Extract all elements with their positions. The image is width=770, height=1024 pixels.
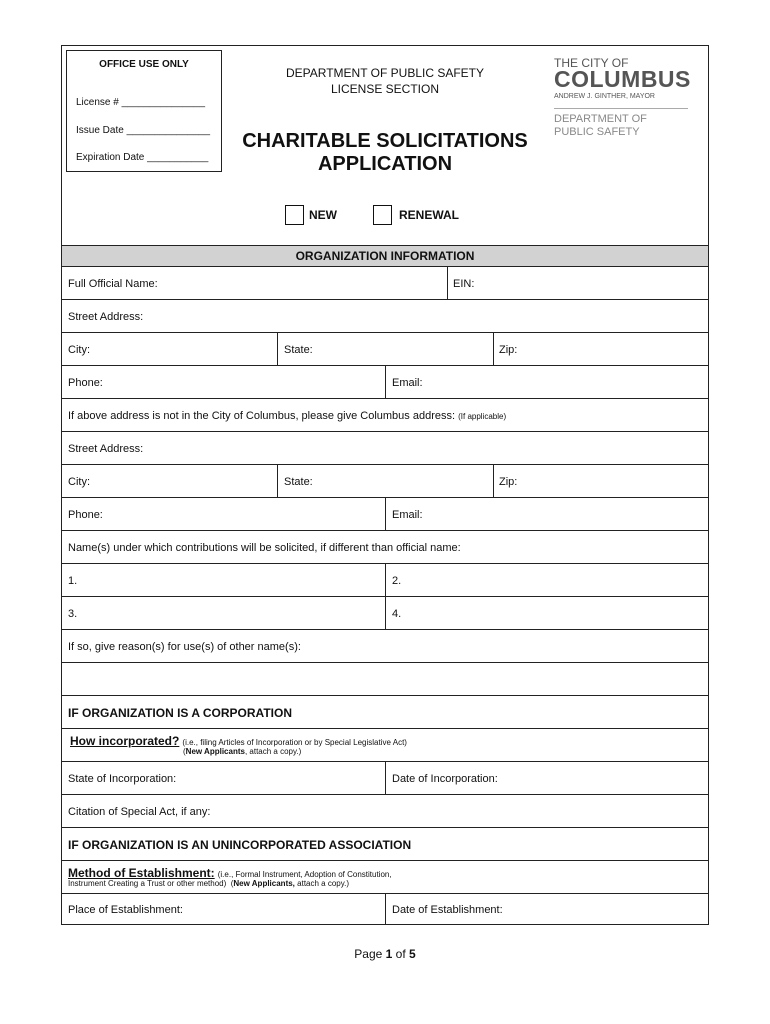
unincorporated-header: IF ORGANIZATION IS AN UNINCORPORATED ASSOCIATION — [68, 838, 412, 852]
method-establishment-note: (i.e., Formal Instrument, Adoption of Constitution, — [217, 870, 392, 879]
rule — [61, 827, 709, 828]
org-info-header: ORGANIZATION INFORMATION — [295, 249, 475, 263]
col-divider — [277, 332, 278, 365]
logo-dept-line-1: DEPARTMENT OF — [554, 113, 647, 125]
rule — [61, 695, 709, 696]
logo-the-city-of: THE CITY OF — [554, 56, 629, 70]
name-3-field[interactable]: 3. — [68, 608, 78, 620]
how-incorporated-note-2: (New Applicants, attach a copy.) — [183, 747, 302, 756]
of-word: of — [395, 947, 406, 961]
rule — [61, 398, 709, 399]
form-title-line-1: CHARITABLE SOLICITATIONS — [242, 130, 528, 152]
col-divider — [493, 332, 494, 365]
page-number: 1 — [385, 947, 393, 961]
columbus-state-field[interactable]: State: — [284, 476, 313, 488]
col-divider — [447, 266, 448, 299]
method-establishment-label: Method of Establishment: — [68, 866, 215, 880]
page-word: Page — [354, 947, 383, 961]
col-divider — [385, 893, 386, 925]
col-divider — [385, 596, 386, 629]
col-divider — [385, 365, 386, 398]
logo-columbus: COLUMBUS — [554, 66, 691, 92]
logo-divider — [554, 108, 688, 109]
zip-field[interactable]: Zip: — [499, 344, 518, 356]
office-use-box — [66, 50, 222, 172]
dept-line-1: DEPARTMENT OF PUBLIC SAFETY — [285, 66, 485, 80]
rule — [61, 299, 709, 300]
page-total: 5 — [409, 947, 416, 961]
rule — [61, 332, 709, 333]
columbus-street-address-field[interactable]: Street Address: — [68, 443, 144, 455]
other-names-reason-field[interactable]: If so, give reason(s) for use(s) of other name(s): — [68, 641, 301, 653]
rule — [61, 530, 709, 531]
col-divider — [385, 497, 386, 530]
email-field[interactable]: Email: — [392, 377, 423, 389]
columbus-city-field[interactable]: City: — [68, 476, 90, 488]
how-incorporated-row — [70, 734, 407, 748]
page-footer — [0, 947, 770, 961]
corporation-header: IF ORGANIZATION IS A CORPORATION — [68, 706, 292, 720]
rule — [61, 629, 709, 630]
full-name-field[interactable]: Full Official Name: — [68, 278, 158, 290]
dept-line-2: LICENSE SECTION — [330, 82, 440, 96]
state-of-incorporation-field[interactable]: State of Incorporation: — [68, 773, 177, 785]
date-of-establishment-field[interactable]: Date of Establishment: — [392, 904, 503, 916]
col-divider — [385, 761, 386, 794]
columbus-phone-field[interactable]: Phone: — [68, 509, 103, 521]
expiration-date-field[interactable]: Expiration Date ___________ — [76, 152, 209, 163]
phone-field[interactable]: Phone: — [68, 377, 103, 389]
names-note: Name(s) under which contributions will be solicited, if different than official name: — [68, 542, 461, 554]
renewal-checkbox[interactable] — [373, 205, 392, 225]
rule — [61, 266, 709, 267]
columbus-zip-field[interactable]: Zip: — [499, 476, 518, 488]
method-note-text: Instrument Creating a Trust or other method) — [68, 879, 227, 888]
columbus-email-field[interactable]: Email: — [392, 509, 423, 521]
rule — [61, 431, 709, 432]
rule — [61, 794, 709, 795]
form-title-line-2: APPLICATION — [317, 153, 453, 175]
col-divider — [493, 464, 494, 497]
columbus-address-note-text: If above address is not in the City of Columbus, please give Columbus address: — [68, 410, 456, 422]
office-use-title: OFFICE USE ONLY — [99, 59, 189, 70]
street-address-field[interactable]: Street Address: — [68, 311, 144, 323]
attach-copy-text: , attach a copy.) — [244, 747, 302, 756]
logo-dept-line-2: PUBLIC SAFETY — [554, 126, 640, 138]
method-establishment-note-2: Instrument Creating a Trust or other method) (New Applicants, attach a copy.) — [68, 879, 350, 888]
col-divider — [385, 563, 386, 596]
issue-date-field[interactable]: Issue Date _______________ — [76, 125, 211, 136]
method-attach-copy-text: attach a copy.) — [297, 879, 350, 888]
columbus-address-note-small: (If applicable) — [458, 412, 507, 421]
how-incorporated-note: (i.e., filing Articles of Incorporation or by Special Legislative Act) — [182, 738, 407, 747]
columbus-address-note — [68, 410, 506, 422]
rule — [61, 860, 709, 861]
method-establishment-row — [68, 866, 392, 880]
date-of-incorporation-field[interactable]: Date of Incorporation: — [392, 773, 498, 785]
name-1-field[interactable]: 1. — [68, 575, 78, 587]
method-new-applicants-bold: New Applicants, — [233, 879, 295, 888]
name-2-field[interactable]: 2. — [392, 575, 402, 587]
rule — [61, 728, 709, 729]
citation-special-act-field[interactable]: Citation of Special Act, if any: — [68, 806, 211, 818]
place-of-establishment-field[interactable]: Place of Establishment: — [68, 904, 183, 916]
new-label: NEW — [309, 208, 337, 222]
license-number-field[interactable]: License # _______________ — [76, 97, 206, 108]
city-field[interactable]: City: — [68, 344, 90, 356]
renewal-label: RENEWAL — [399, 208, 459, 222]
ein-field[interactable]: EIN: — [453, 278, 475, 290]
rule — [61, 464, 709, 465]
state-field[interactable]: State: — [284, 344, 313, 356]
how-incorporated-label: How incorporated? — [70, 734, 180, 748]
logo-mayor: ANDREW J. GINTHER, MAYOR — [554, 93, 655, 100]
rule — [61, 662, 709, 663]
name-4-field[interactable]: 4. — [392, 608, 402, 620]
col-divider — [277, 464, 278, 497]
new-checkbox[interactable] — [285, 205, 304, 225]
new-applicants-bold: New Applicants — [185, 747, 245, 756]
